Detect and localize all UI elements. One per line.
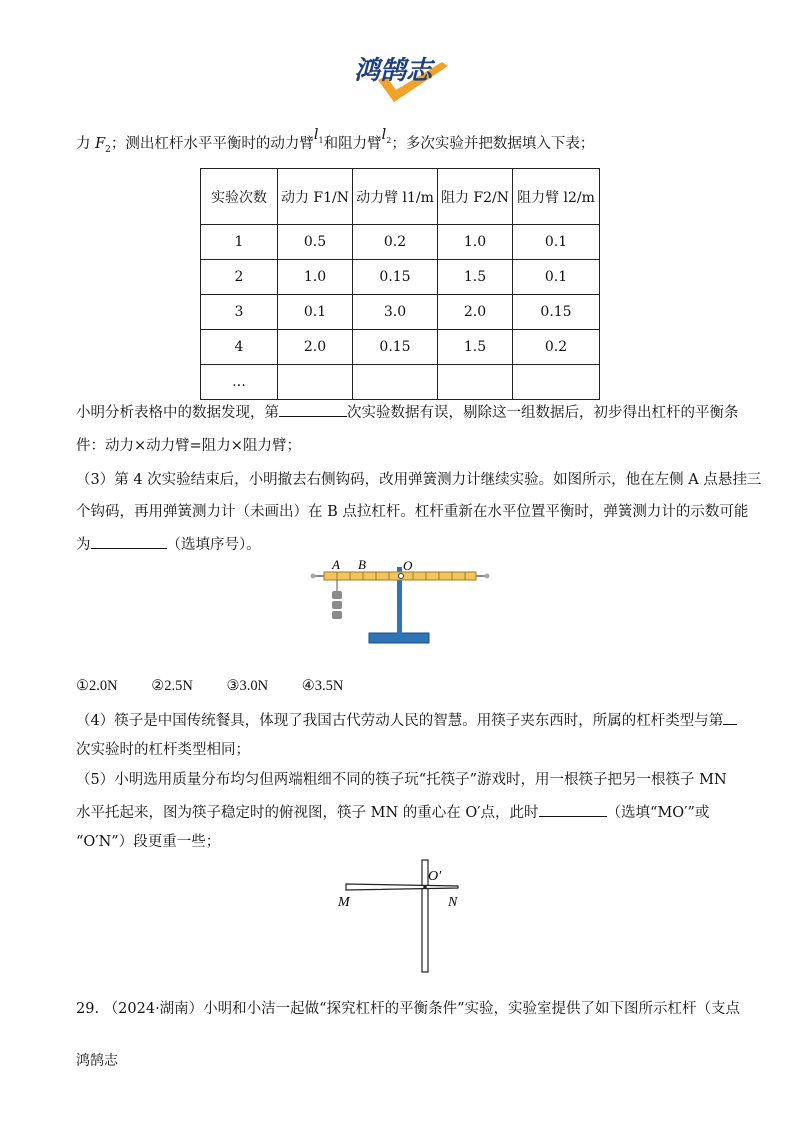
option-2: ②2.5N: [151, 678, 193, 694]
footer-text: 鸿鹄志: [76, 1053, 118, 1069]
intro-prefix: 力: [76, 136, 96, 152]
table-cell: 2.0: [278, 330, 353, 365]
symbol-l1-sub: 1: [318, 135, 324, 145]
chopsticks-figure: [330, 858, 480, 978]
logo-text: 鸿鹄志: [354, 56, 433, 86]
table-header: 动力臂 l1/m: [353, 169, 438, 225]
label-b: B: [358, 557, 366, 572]
knob-left: [311, 574, 316, 579]
table-cell: 2.0: [438, 295, 513, 330]
table-cell: 0.15: [513, 295, 600, 330]
table-cell: 0.2: [513, 330, 600, 365]
table-cell: 3.0: [353, 295, 438, 330]
q29-line-1: 29. （2024·湖南）小明和小洁一起做“探究杠杆的平衡条件”实验，实验室提供了如下图所示杠杆（支点: [76, 1001, 741, 1017]
table-header: 阻力 F2/N: [438, 169, 513, 225]
table-cell: 1.0: [438, 225, 513, 260]
knob-right: [485, 574, 490, 579]
analysis-line-2: 件：动力×动力臂=阻力×阻力臂；: [76, 438, 301, 454]
table-header: 阻力臂 l2/m: [513, 169, 600, 225]
intro-mid1: ；测出杠杆水平平衡时的动力臂: [110, 136, 314, 152]
weight: [332, 591, 342, 599]
q3-line-3: [76, 534, 261, 555]
option-3: ③3.0N: [226, 678, 269, 694]
table-cell: 0.1: [513, 225, 600, 260]
pivot: [399, 574, 404, 579]
intro-mid2: 和阻力臂: [323, 136, 382, 152]
table-cell: [353, 365, 438, 400]
symbol-l1: l: [313, 127, 319, 143]
table-cell: 3: [201, 295, 278, 330]
table-header-row: [201, 169, 600, 225]
table-header: 动力 F1/N: [278, 169, 353, 225]
label-a: A: [332, 557, 340, 572]
q4-line-1: [76, 710, 737, 731]
answer-blank[interactable]: [723, 710, 737, 725]
label-o-prime: O′: [428, 869, 442, 884]
logo: [350, 52, 468, 110]
q5-line-3: “O′N”）段更重一些；: [76, 834, 221, 850]
label-m: M: [338, 895, 350, 910]
q3-options: [76, 676, 343, 696]
horizontal-chopstick-mn: [346, 884, 458, 890]
weight: [332, 601, 342, 609]
q3-text: （选填序号）。: [166, 537, 261, 553]
intro-suffix: ；多次实验并把数据填入下表；: [391, 136, 595, 152]
symbol-l2-sub: 2: [386, 135, 392, 145]
table-cell: 0.1: [513, 260, 600, 295]
option-1: ①2.0N: [76, 678, 118, 694]
q4-line-2: 次实验时的杠杆类型相同；: [76, 742, 250, 758]
q5-line-1: （5）小明选用质量分布均匀但两端粗细不同的筷子玩“托筷子”游戏时，用一根筷子把另一根筷子 MN: [76, 772, 727, 788]
table-cell: 0.1: [278, 295, 353, 330]
table-cell: …: [201, 365, 278, 400]
q3-line-2: 个钩码，再用弹簧测力计（未画出）在 B 点拉杠杆。杠杆重新在水平位置平衡时，弹簧测力计的示数可能: [76, 504, 749, 520]
analysis-text: 小明分析表格中的数据发现，第: [76, 405, 279, 421]
data-table: [200, 168, 600, 400]
table-cell: 2: [201, 260, 278, 295]
symbol-f2-sub: 2: [105, 144, 111, 155]
table-cell: [278, 365, 353, 400]
table-cell: [438, 365, 513, 400]
table-cell: 1: [201, 225, 278, 260]
table-cell: 0.5: [278, 225, 353, 260]
intro-line: [76, 127, 595, 160]
lever-figure: [305, 555, 495, 650]
label-o: O: [403, 558, 413, 573]
q5-text: 水平托起来，图为筷子稳定时的俯视图，筷子 MN 的重心在 O′点，此时: [76, 805, 539, 821]
symbol-f2: F: [95, 136, 106, 152]
table-row: [201, 260, 600, 295]
weight: [332, 611, 342, 619]
table-cell: 1.0: [278, 260, 353, 295]
center-of-gravity-point: [423, 885, 427, 889]
table-cell: [513, 365, 600, 400]
q3-line-1: （3）第 4 次实验结束后，小明撤去右侧钩码，改用弹簧测力计继续实验。如图所示，他在左侧 A 点悬挂三: [76, 472, 762, 488]
table-cell: 0.15: [353, 260, 438, 295]
answer-blank[interactable]: [91, 534, 167, 549]
table-cell: 0.15: [353, 330, 438, 365]
option-4: ④3.5N: [301, 678, 344, 694]
table-row: [201, 330, 600, 365]
table-row: [201, 365, 600, 400]
table-cell: 0.2: [353, 225, 438, 260]
analysis-line-1: [76, 402, 739, 423]
table-cell: 1.5: [438, 330, 513, 365]
label-n: N: [448, 895, 458, 910]
analysis-text: 次实验数据有误，剔除这一组数据后，初步得出杠杆的平衡条: [347, 405, 739, 421]
table-cell: 1.5: [438, 260, 513, 295]
table-header: 实验次数: [201, 169, 278, 225]
q5-line-2: [76, 802, 709, 823]
q3-text: 为: [76, 537, 91, 553]
answer-blank[interactable]: [539, 802, 607, 817]
symbol-l2: l: [381, 127, 387, 143]
q4-text: （4）筷子是中国传统餐具，体现了我国古代劳动人民的智慧。用筷子夹东西时，所属的杠杆类型与第: [76, 713, 724, 729]
table-cell: 4: [201, 330, 278, 365]
table-row: [201, 225, 600, 260]
answer-blank[interactable]: [279, 402, 347, 417]
table-row: [201, 295, 600, 330]
q5-text: （选填“MO′”或: [606, 805, 710, 821]
